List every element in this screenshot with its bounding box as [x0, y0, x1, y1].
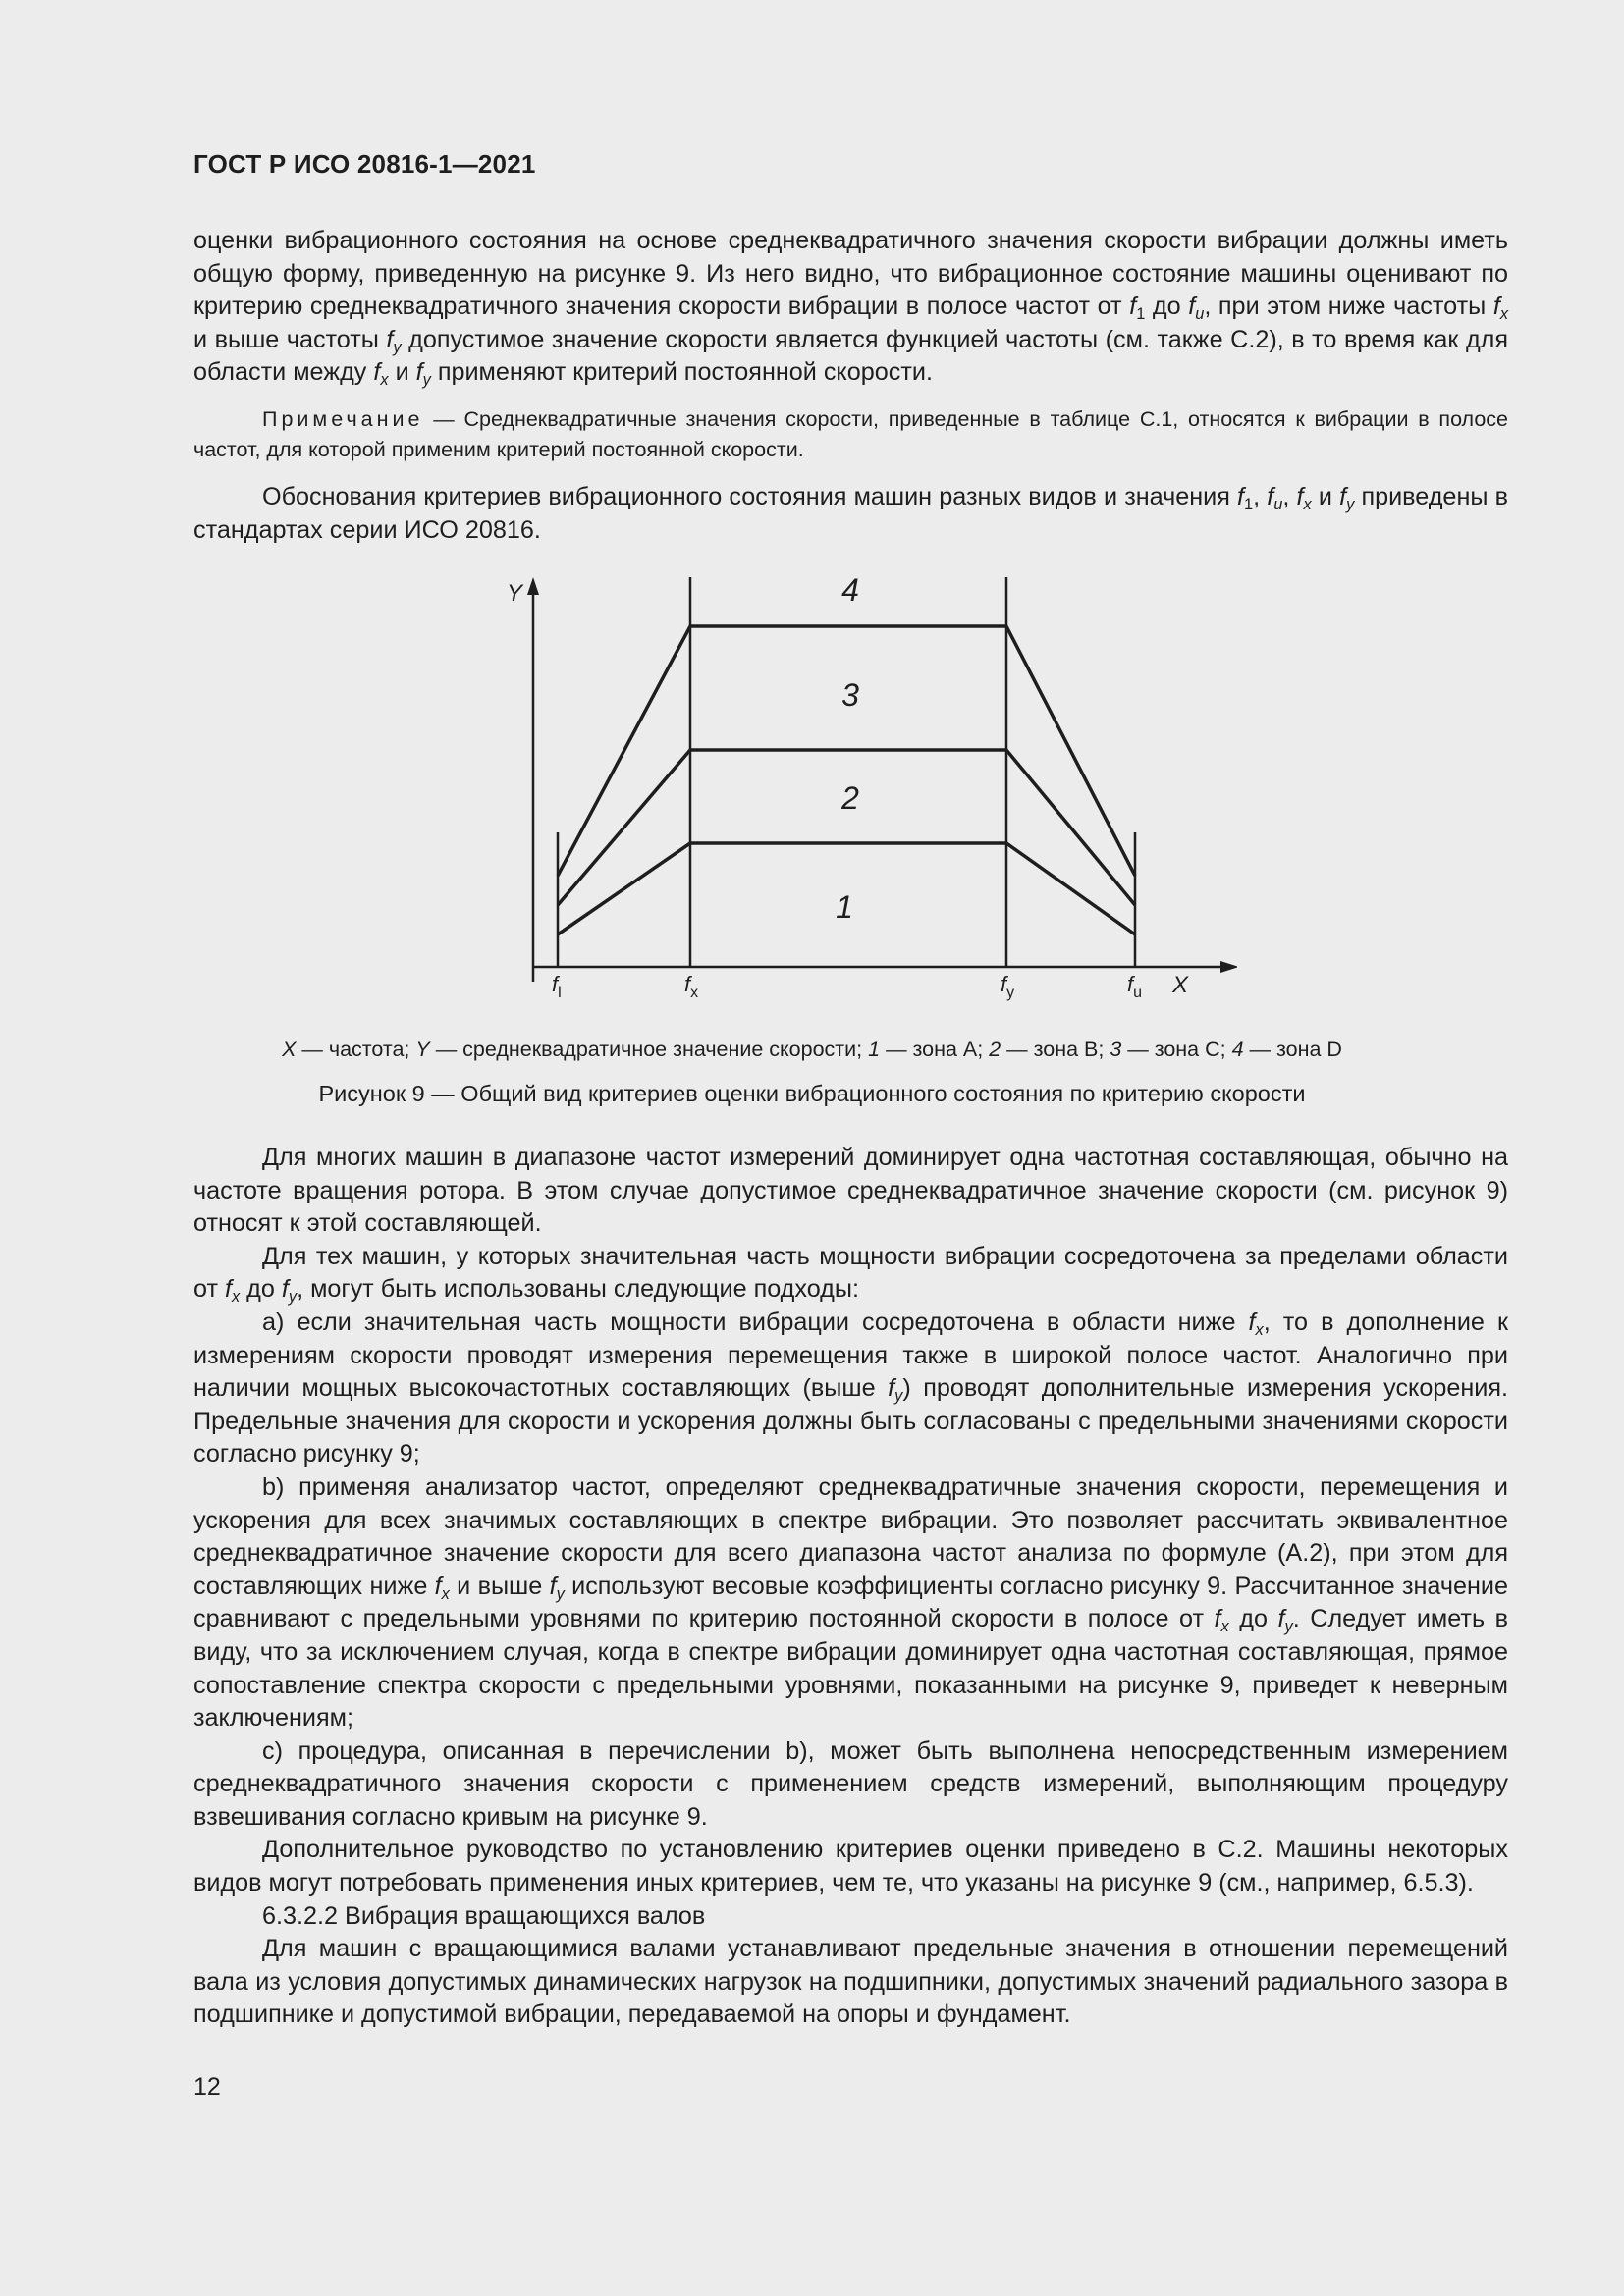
figure-legend: X — частота; Y — среднеквадратичное значение скорости; 1 — зона A; 2 — зона B; 3 — зона C; 4 — зона D — [282, 1038, 1342, 1061]
x-axis-arrow — [1220, 961, 1237, 973]
body-text-block — [193, 1142, 1508, 2032]
vibration-zone-diagram — [491, 571, 1237, 1003]
document-header: ГОСТ Р ИСО 20816-1—2021 — [193, 149, 536, 179]
list-item-c: c) процедура, описанная в перечислении b), может быть выполнена непосредственным измерением среднеквадратичного значения скорости с применением средств измерений, выполняющим процедуру взвешивания согласно кривым на рисунке 9. — [193, 1736, 1508, 1831]
page-number: 12 — [193, 2073, 221, 2101]
figure-9 — [491, 571, 1237, 1003]
x-axis-label: X — [1172, 972, 1189, 998]
zone-label-2: 2 — [841, 780, 859, 816]
zone-label-1: 1 — [836, 889, 853, 925]
zone-label-4: 4 — [841, 572, 859, 608]
y-axis-label: Y — [507, 580, 523, 607]
note-block — [193, 404, 1508, 465]
reference-paragraph-block — [193, 481, 1508, 547]
figure-caption: Рисунок 9 — Общий вид критериев оценки вибрационного состояния по критерию скорости — [318, 1081, 1306, 1106]
paragraph-1: оценки вибрационного состояния на основе среднеквадратичного значения скорости вибрации должны иметь общую форму, приведенную на рисунке 9. Из него видно, что вибрационное состояние машины оценивают по критерию среднеквадратичного значения скорости вибрации в полосе частот от $f_1$ до $f_u$, при этом ниже частоты $f_x$ и выше частоты $f_y$ допустимое значение скорости является функцией частоты (см. также С.2), в то время как для области между $f_x$ и $f_y$ применяют критерий постоянной скорости. — [193, 227, 1508, 390]
list-item-a: a) если значительная часть мощности вибрации сосредоточена в области ниже $f_x$, то в дополнение к измерениям скорости проводят измерения перемещения также в широкой полосе частот. Аналогично при наличии мощных высокочастотных составляющих (выше $f_y$) проводят дополнительные измерения ускорения. Предельные значения для скорости и ускорения должны быть согласованы с предельными значениями скорости согласно рисунку 9; — [193, 1308, 1508, 1468]
boundary-b-c — [558, 750, 1135, 905]
tick-fx: $f_x$ — [684, 972, 699, 1001]
note-paragraph: Примечание — Среднеквадратичные значения скорости, приведенные в таблице С.1, относятся к вибрации в полосе частот, для которой применим критерий постоянной скорости. — [193, 407, 1508, 461]
tick-fy: $f_y$ — [1001, 972, 1015, 1001]
paragraph-2: Обоснования критериев вибрационного состояния машин разных видов и значения $f_1$, $f_u$, $f_x$ и $f_y$ приведены в стандартах серии ИСО 20816. — [193, 483, 1508, 544]
paragraph-6: Для машин с вращающимися валами устанавливают предельные значения в отношении перемещений вала из условия допустимых динамических нагрузок на подшипники, допустимых значений радиального зазора в подшипнике и допустимой вибрации, передаваемой на опоры и фундамент. — [193, 1935, 1508, 2029]
y-axis-arrow — [527, 577, 539, 595]
list-item-b: b) применяя анализатор частот, определяют среднеквадратичные значения скорости, перемещения и ускорения для всех значимых составляющих в спектре вибрации. Это позволяет рассчитать эквивалентное среднеквадратичное значение скорости для всего диапазона частот анализа по формуле (А.2), при этом для составляющих ниже $f_x$ и выше $f_y$ используют весовые коэффициенты согласно рисунку 9. Рассчитанное значение сравнивают с предельными уровнями по критерию постоянной скорости в полосе от $f_x$ до $f_y$. Следует иметь в виду, что за исключением случая, когда в спектре вибрации доминирует одна частотная составляющая, прямое сопоставление спектра скорости с предельными уровнями, показанными на рисунке 9, приведет к неверным заключениям; — [193, 1472, 1508, 1733]
section-heading: 6.3.2.2 Вибрация вращающихся валов — [262, 1901, 706, 1930]
paragraph-5: Дополнительное руководство по установлению критериев оценки приведено в С.2. Машины некоторых видов могут потребовать применения иных критериев, чем те, что указаны на рисунке 9 (см., например, 6.5.3). — [193, 1836, 1508, 1897]
tick-fl: $f_l$ — [552, 972, 562, 1001]
paragraph-4: Для тех машин, у которых значительная часть мощности вибрации сосредоточена за пределами области от $f_x$ до $f_y$, могут быть использованы следующие подходы: — [193, 1242, 1508, 1307]
zone-label-3: 3 — [841, 677, 859, 713]
tick-fu: $f_u$ — [1127, 972, 1143, 1001]
intro-paragraph-block — [193, 225, 1508, 390]
paragraph-3: Для многих машин в диапазоне частот измерений доминирует одна частотная составляющая, обычно на частоте вращения ротора. В этом случае допустимое среднеквадратичное значение скорости (см. рисунок 9) относят к этой составляющей. — [193, 1144, 1508, 1238]
note-label: Примечание — [262, 407, 424, 431]
